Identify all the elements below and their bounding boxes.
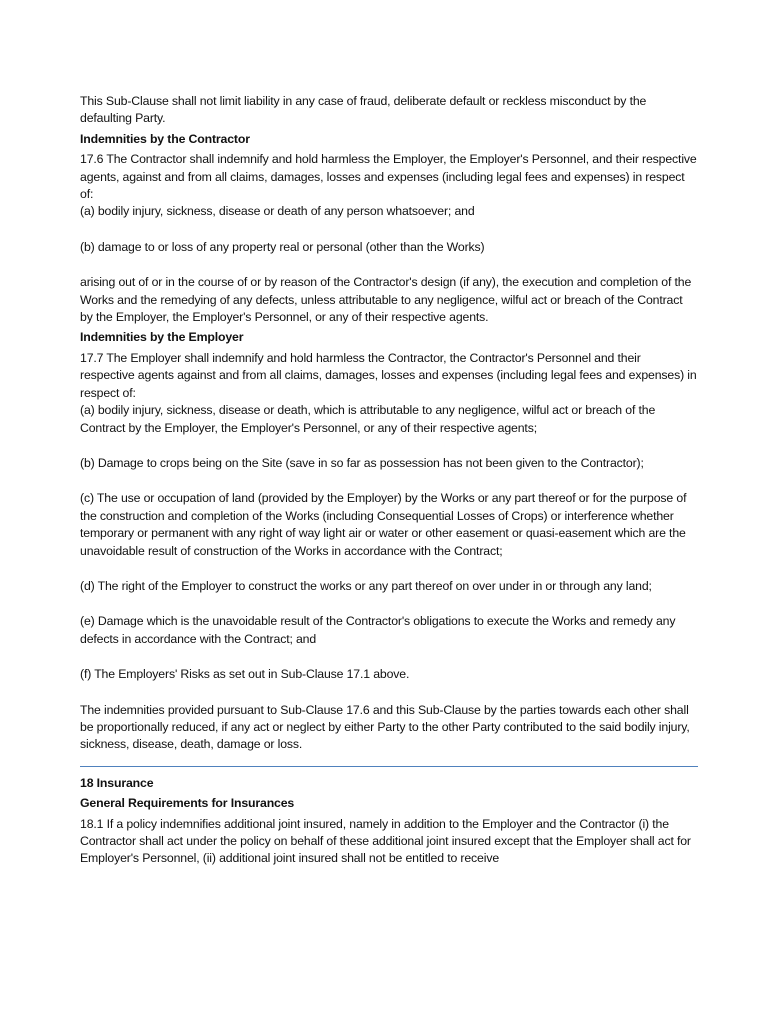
- paragraph-fraud-liability: This Sub-Clause shall not limit liability in any case of fraud, deliberate default or reckless misconduct by the defaulting Party.: [80, 94, 647, 126]
- heading-18-insurance: 18 Insurance: [80, 775, 154, 790]
- section-divider: [80, 766, 698, 767]
- paragraph-17-7: 17.7 The Employer shall indemnify and hold harmless the Contractor, the Contractor's Personnel and their respective agents against and from all claims, damages, losses and expenses (including legal fees and expenses) in respect of:: [80, 350, 697, 400]
- heading-indemnities-employer: Indemnities by the Employer: [80, 330, 244, 345]
- paragraph-17-6-a: (a) bodily injury, sickness, disease or death of any person whatsoever; and: [80, 204, 475, 219]
- paragraph-arising: arising out of or in the course of or by reason of the Contractor's design (if any), the execution and completion of the Works and the remedying of any defects, unless attributable to any negligence, wilful act or breach of the Contract by the Employer, the Employer's Personnel, or any of their respective agents.: [80, 275, 692, 325]
- paragraph-17-7-f: (f) The Employers' Risks as set out in Sub-Clause 17.1 above.: [80, 667, 410, 682]
- paragraph-17-7-a: (a) bodily injury, sickness, disease or death, which is attributable to any negligence, wilful act or breach of the Contract by the Employer, the Employer's Personnel, or any of their respective agents;: [80, 403, 656, 435]
- paragraph-17-6-b: (b) damage to or loss of any property real or personal (other than the Works): [80, 239, 485, 254]
- heading-general-requirements: General Requirements for Insurances: [80, 796, 295, 811]
- paragraph-17-7-d: (d) The right of the Employer to construct the works or any part thereof on over under in or through any land;: [80, 578, 652, 593]
- paragraph-18-1: 18.1 If a policy indemnifies additional joint insured, namely in addition to the Employer and the Contractor (i) the Contractor shall act under the policy on behalf of these additional joint insured except that the Employer shall act for Employer's Personnel, (ii) additional joint insured shall not be entitled to receive: [80, 816, 691, 866]
- paragraph-17-7-b: (b) Damage to crops being on the Site (save in so far as possession has not been given to the Contractor);: [80, 455, 644, 470]
- paragraph-17-6: 17.6 The Contractor shall indemnify and hold harmless the Employer, the Employer's Personnel, and their respective agents, against and from all claims, damages, losses and expenses (including legal fees and expenses) in respect of:: [80, 152, 697, 202]
- paragraph-17-7-e: (e) Damage which is the unavoidable result of the Contractor's obligations to execute the Works and remedy any defects in accordance with the Contract; and: [80, 614, 676, 646]
- paragraph-17-7-c: (c) The use or occupation of land (provided by the Employer) by the Works or any part thereof or for the purpose of the construction and completion of the Works (including Consequential Losses of Crops) or interference whether temporary or permanent with any right of way light air or water or other easement or quasi-easement which are the unavoidable result of construction of the Works in accordance with the Contract;: [80, 491, 687, 558]
- heading-indemnities-contractor: Indemnities by the Contractor: [80, 131, 250, 146]
- paragraph-proportional-reduction: The indemnities provided pursuant to Sub-Clause 17.6 and this Sub-Clause by the parties towards each other shall be proportionally reduced, if any act or neglect by either Party to the other Party contributed to the said bodily injury, sickness, disease, death, damage or loss.: [80, 702, 690, 752]
